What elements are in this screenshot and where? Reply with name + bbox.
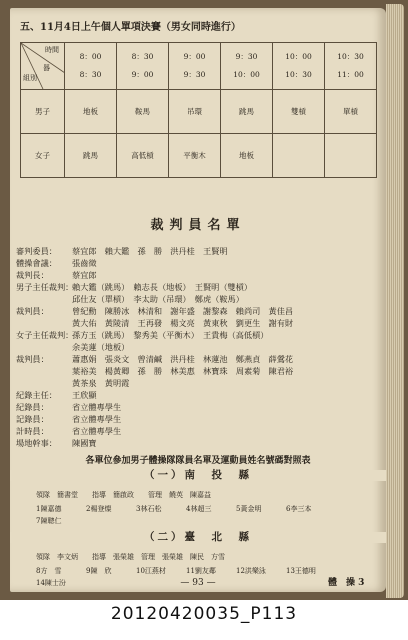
section-mark: 體 操 3	[328, 578, 365, 588]
athlete: 2楊登燦	[86, 505, 112, 513]
schedule-corner-cell	[21, 43, 65, 90]
athlete: 9陳 欣	[86, 567, 112, 575]
official-names: 賴大鑑（跳馬） 賴志長（地板） 王賢明（雙槓）	[72, 282, 253, 292]
page-edges	[386, 4, 404, 598]
official-role: 場地幹事：	[16, 438, 57, 448]
official-names: 陳國寶	[72, 438, 97, 448]
official-names: 王欣顯	[72, 390, 97, 400]
corner-label-group: 組別	[23, 74, 37, 82]
official-names: 葉裕美 楊黃卿 孫 勝 林美惠 林寶珠 周素菊 陳君裕	[72, 366, 294, 376]
official-names: 蔡宜郎	[72, 270, 97, 280]
official-role: 裁判長：	[16, 270, 49, 280]
teams-title: 各單位參加男子體操隊隊員名單及運動員姓名號碼對照表	[85, 456, 311, 466]
official-names: 邱仕友（單槓） 李太助（吊環） 鄭虎（鞍馬）	[72, 294, 244, 304]
time-slot-3: 9：00 9：30	[169, 43, 221, 90]
time-slot-1: 8：00 8：30	[65, 43, 117, 90]
schedule-table	[20, 42, 377, 178]
event-cell: 平衡木	[169, 134, 221, 178]
time-slot-6: 10：30 11：00	[325, 43, 377, 90]
page-number: — 93 —	[180, 578, 216, 588]
official-role: 紀錄員：	[16, 402, 49, 412]
official-names: 孫方玉（跳馬） 黎秀美（平衡木） 王貴梅（高低槓）	[72, 330, 269, 340]
athlete: 4林超三	[186, 505, 212, 513]
official-names: 蔡宜郎 賴大鑑 孫 勝 洪丹桂 王賢明	[72, 246, 228, 256]
athlete: 6李三本	[286, 505, 312, 513]
document-page	[10, 8, 386, 592]
athlete: 5黃金明	[236, 505, 262, 513]
image-caption: 20120420035_P113	[110, 604, 298, 624]
event-cell: 雙槓	[273, 90, 325, 134]
team-staff: 領隊 簡書堂 指導 簡啟政 管理 饒英 陳嘉益	[36, 491, 211, 499]
official-role: 記錄員：	[16, 414, 49, 424]
official-names: 省立體專學生	[72, 414, 122, 424]
athlete: 7陳聰仁	[36, 517, 62, 525]
official-role: 男子主任裁判：	[16, 282, 74, 292]
event-cell: 地板	[221, 134, 273, 178]
athlete: 1陳嘉德	[36, 505, 62, 513]
official-names: 張齒徵	[72, 258, 97, 268]
official-role: 女子主任裁判：	[16, 330, 74, 340]
official-names: 余美蓮（地板）	[72, 342, 130, 352]
schedule-header-row	[21, 43, 377, 90]
official-names: 黃茶泉 黃明霞	[72, 378, 130, 388]
event-cell	[273, 134, 325, 178]
time-slot-4: 9：30 10：00	[221, 43, 273, 90]
schedule-row-men	[21, 90, 377, 134]
team-name: （二）臺 北 縣	[10, 532, 386, 543]
official-names: 省立體專學生	[72, 402, 122, 412]
athlete: 12洪樂泳	[236, 567, 266, 575]
official-role: 審判委員：	[16, 246, 57, 256]
event-cell: 跳馬	[65, 134, 117, 178]
official-role: 裁判員：	[16, 354, 49, 364]
officials-title: 裁判員名單	[150, 218, 246, 233]
official-names: 黃大佑 黃陵清 王再發 楊文亮 黃東秋 劉更生 謝有財	[72, 318, 294, 328]
official-role: 紀錄主任：	[16, 390, 57, 400]
event-cell: 單槓	[325, 90, 377, 134]
team-staff: 領隊 李文炳 指導 張榮雄 管理 張榮雄 陳民 方雪	[36, 553, 225, 561]
official-names: 蕭惠娟 張炎文 曾清鹹 洪丹桂 林蓮池 鄭燕貞 薛鶯花	[72, 354, 294, 364]
event-cell	[325, 134, 377, 178]
time-slot-5: 10：00 10：30	[273, 43, 325, 90]
schedule-heading: 五、11月4日上午個人單項決賽（男女同時進行）	[20, 22, 241, 33]
time-slot-2: 8：30 9：00	[117, 43, 169, 90]
athlete: 10江燕材	[136, 567, 166, 575]
official-names: 省立體專學生	[72, 426, 122, 436]
event-cell: 跳馬	[221, 90, 273, 134]
group-cell: 女子	[21, 134, 65, 178]
official-role: 體操會議：	[16, 258, 57, 268]
event-cell: 地板	[65, 90, 117, 134]
athlete: 13王德明	[286, 567, 316, 575]
official-names: 曾紀勳 陳勝冰 林清和 謝年盛 謝黎森 賴尚司 黃佳昌	[72, 306, 294, 316]
official-role: 計時員：	[16, 426, 49, 436]
event-cell: 鞍馬	[117, 90, 169, 134]
official-role: 裁判員：	[16, 306, 49, 316]
corner-label-apparatus: 器	[43, 64, 50, 72]
athlete: 8方 雪	[36, 567, 62, 575]
group-cell: 男子	[21, 90, 65, 134]
schedule-row-women	[21, 134, 377, 178]
event-cell: 高低槓	[117, 134, 169, 178]
event-cell: 吊環	[169, 90, 221, 134]
athlete: 11劉友鄰	[186, 567, 216, 575]
team-name: （一）南 投 縣	[10, 470, 386, 481]
athlete: 14陳士汾	[36, 579, 66, 587]
athlete: 3林石松	[136, 505, 162, 513]
corner-label-time: 時間	[45, 46, 59, 54]
